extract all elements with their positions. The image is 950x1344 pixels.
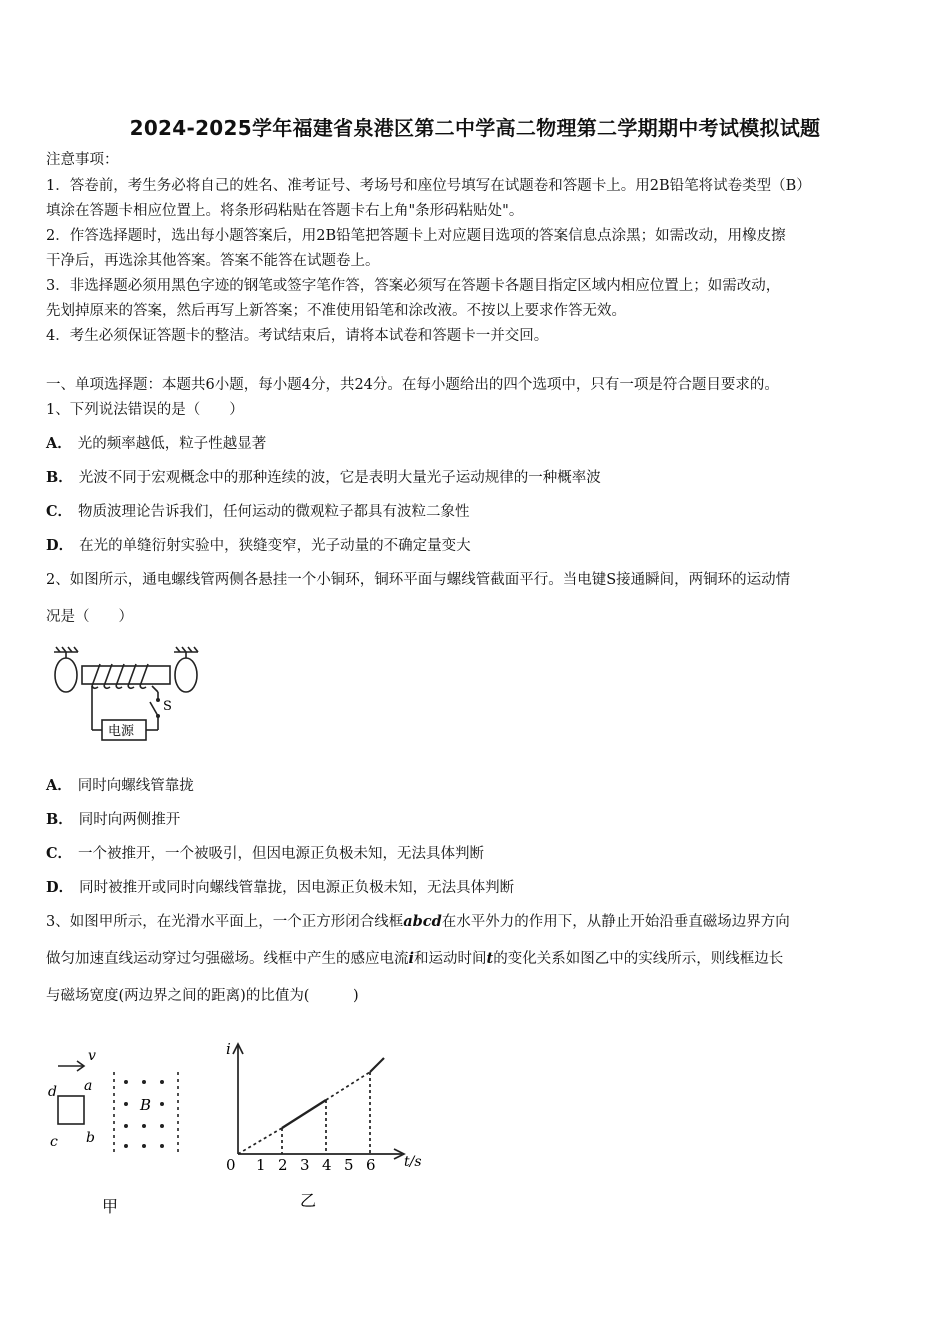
option-key: C． <box>46 845 73 862</box>
tick-label: 2 <box>278 1156 288 1174</box>
option-text: 在光的单缝衍射实验中，狭缝变窄，光子动量的不确定量变大 <box>79 538 471 554</box>
option-key: D． <box>46 537 74 554</box>
option-text: 一个被推开，一个被吸引，但因电源正负极未知，无法具体判断 <box>78 846 485 862</box>
vertex-a-label: a <box>84 1078 93 1094</box>
vertex-c-label: c <box>50 1134 58 1150</box>
notice-line: 2．作答选择题时，选出每小题答案后，用2B铅笔把答题卡上对应题目选项的答案信息点涂黑；如需改动，用橡皮擦 <box>46 228 786 244</box>
option-key: C． <box>46 503 73 520</box>
option-key: B． <box>46 811 73 828</box>
option-text: 光的频率越低，粒子性越显著 <box>77 436 267 452</box>
vertex-b-label: b <box>86 1130 95 1146</box>
stem-variable: i <box>408 950 415 967</box>
figure-b-current-time-graph <box>222 1036 432 1216</box>
option-key: A． <box>46 777 72 794</box>
velocity-label: v <box>88 1048 96 1064</box>
magnetic-field-label: B <box>140 1096 152 1114</box>
notice-line: 1．答卷前，考生务必将自己的姓名、准考证号、考场号和座位号填写在试题卷和答题卡上。用2B铅笔将试卷类型（B） <box>46 178 811 194</box>
question-3-stem-cont <box>46 949 910 969</box>
current-axis-label: i <box>226 1040 231 1058</box>
option-text: 同时向螺线管靠拢 <box>77 778 194 794</box>
tick-label: 5 <box>344 1156 354 1174</box>
q2-option-a <box>46 776 910 796</box>
option-key: B． <box>46 469 73 486</box>
q1-option-a <box>46 434 910 454</box>
notice-line: 干净后，再选涂其他答案。答案不能答在试题卷上。 <box>46 253 380 269</box>
figure-b-caption: 乙 <box>300 1191 317 1210</box>
q2-option-d <box>46 878 910 898</box>
q2-option-c <box>46 844 910 864</box>
vertex-d-label: d <box>48 1084 57 1100</box>
option-key: D． <box>46 879 74 896</box>
option-text: 光波不同于宏观概念中的那种连续的波，它是表明大量光子运动规律的一种概率波 <box>78 470 601 486</box>
option-key: A． <box>46 435 72 452</box>
page-title: 2024-2025学年福建省泉港区第二中学高二物理第二学期期中考试模拟试题 <box>129 116 821 140</box>
tick-label: 4 <box>322 1156 332 1174</box>
tick-label: 3 <box>300 1156 310 1174</box>
stem-text: 和运动时间 <box>414 951 487 967</box>
time-axis-label: t/s <box>404 1154 422 1170</box>
switch-label: S <box>163 699 172 714</box>
origin-label: 0 <box>226 1156 236 1174</box>
solenoid-figure <box>46 644 216 754</box>
question-2-stem-cont: 况是（ ） <box>46 609 133 625</box>
q1-option-d <box>46 536 910 556</box>
stem-text: 在水平外力的作用下，从静止开始沿垂直磁场边界方向 <box>441 914 790 930</box>
question-1-stem: 1、下列说法错误的是（ ） <box>46 402 244 418</box>
stem-variable: t <box>486 950 494 967</box>
tick-label: 1 <box>256 1156 266 1174</box>
q2-option-b <box>46 810 910 830</box>
stem-variable: abcd <box>403 913 442 930</box>
notice-heading: 注意事项： <box>46 152 119 168</box>
stem-text: 做匀加速直线运动穿过匀强磁场。线框中产生的感应电流 <box>46 951 409 967</box>
notice-line: 先划掉原来的答案，然后再写上新答案；不准使用铅笔和涂改液。不按以上要求作答无效。 <box>46 303 626 319</box>
section-heading: 一、单项选择题：本题共6小题，每小题4分，共24分。在每小题给出的四个选项中，只有一项是符合题目要求的。 <box>46 377 779 393</box>
figure-a-caption: 甲 <box>102 1197 119 1216</box>
tick-label: 6 <box>366 1156 376 1174</box>
stem-text: 的变化关系如图乙中的实线所示，则线框边长 <box>493 951 784 967</box>
q1-option-c <box>46 502 910 522</box>
q1-option-b <box>46 468 910 488</box>
option-text: 同时被推开或同时向螺线管靠拢，因电源正负极未知，无法具体判断 <box>79 880 515 896</box>
notice-line: 4．考生必须保证答题卡的整洁。考试结束后，请将本试卷和答题卡一并交回。 <box>46 328 549 344</box>
option-text: 物质波理论告诉我们，任何运动的微观粒子都具有波粒二象性 <box>78 504 470 520</box>
notice-line: 3．非选择题必须用黑色字迹的钢笔或签字笔作答，答案必须写在答题卡各题目指定区域内相应位置上；如需改动， <box>46 278 781 294</box>
figure-a-coil-field <box>44 1040 194 1220</box>
notice-line: 填涂在答题卡相应位置上。将条形码粘贴在答题卡右上角"条形码粘贴处"。 <box>46 203 524 219</box>
question-2-stem: 2、如图所示，通电螺线管两侧各悬挂一个小铜环，铜环平面与螺线管截面平行。当电键S接通瞬间，两铜环的运动情 <box>46 572 791 588</box>
question-3-stem-end: 与磁场宽度(两边界之间的距离)的比值为( ) <box>46 988 359 1004</box>
power-source-label: 电源 <box>108 724 135 739</box>
stem-text: 3、如图甲所示，在光滑水平面上，一个正方形闭合线框 <box>46 914 404 930</box>
option-text: 同时向两侧推开 <box>78 812 181 828</box>
question-3-stem <box>46 912 910 932</box>
